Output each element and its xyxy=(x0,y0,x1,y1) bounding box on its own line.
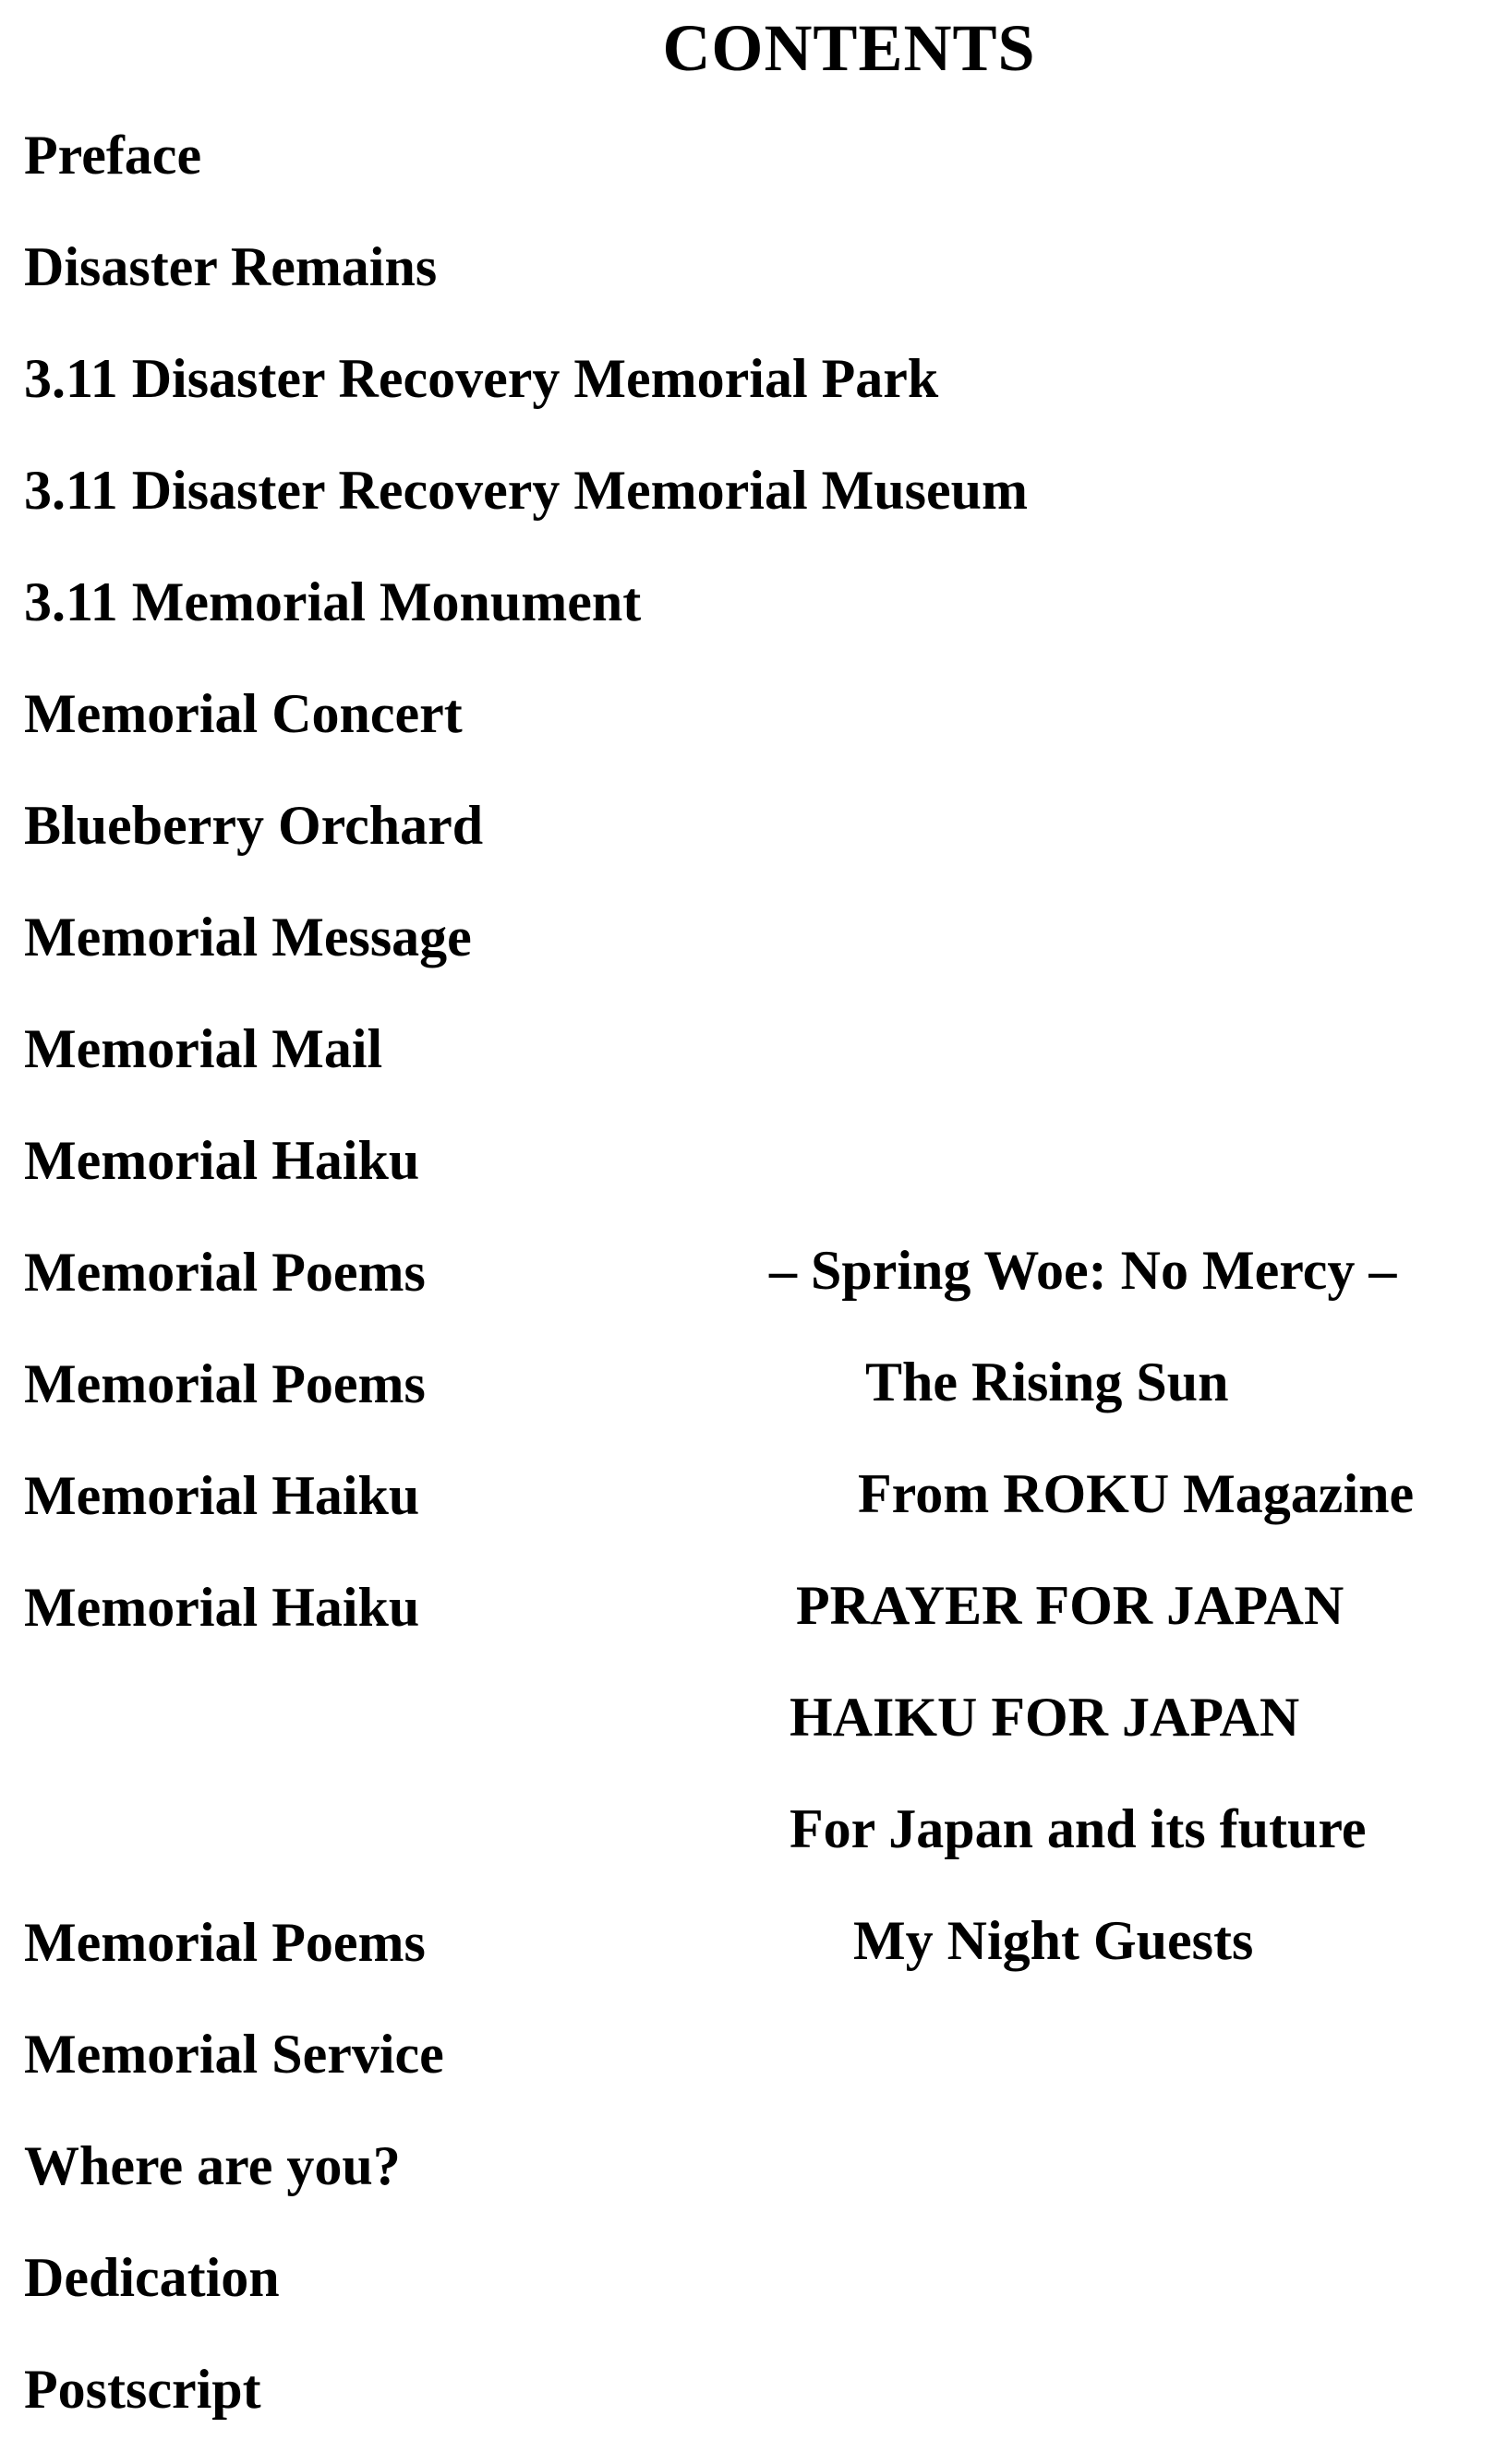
contents-entry-memorial-park: 3.11 Disaster Recovery Memorial Park xyxy=(24,348,939,409)
contents-entry-disaster-remains: Disaster Remains xyxy=(24,236,438,297)
subtitle-spring-woe: – Spring Woe: No Mercy – xyxy=(769,1240,1397,1301)
page-title: CONTENTS xyxy=(662,11,1036,85)
contents-entry-memorial-service: Memorial Service xyxy=(24,2024,444,2085)
contents-entry-memorial-museum: 3.11 Disaster Recovery Memorial Museum xyxy=(24,460,1028,521)
subtitle-night-guests: My Night Guests xyxy=(853,1910,1254,1971)
contents-entry-blueberry-orchard: Blueberry Orchard xyxy=(24,795,484,856)
contents-entry-memorial-haiku-1: Memorial Haiku xyxy=(24,1130,420,1191)
contents-list xyxy=(24,118,1028,2464)
subtitle-roku-magazine: From ROKU Magazine xyxy=(858,1463,1415,1524)
subtitle-rising-sun: The Rising Sun xyxy=(865,1352,1229,1412)
contents-entry-postscript: Postscript xyxy=(24,2359,261,2420)
contents-entry-where-are-you: Where are you? xyxy=(24,2135,401,2196)
contents-entry-memorial-poems-2: Memorial Poems xyxy=(24,1353,426,1414)
contents-entry-memorial-mail: Memorial Mail xyxy=(24,1018,383,1079)
contents-entry-memorial-monument: 3.11 Memorial Monument xyxy=(24,571,642,632)
contents-entry-memorial-poems-1: Memorial Poems xyxy=(24,1242,426,1303)
contents-entry-memorial-message: Memorial Message xyxy=(24,907,472,968)
contents-entry-preface: Preface xyxy=(24,125,202,186)
subtitle-haiku-for-japan: HAIKU FOR JAPAN xyxy=(790,1687,1300,1748)
contents-entry-memorial-poems-3: Memorial Poems xyxy=(24,1912,426,1973)
contents-entry-memorial-concert: Memorial Concert xyxy=(24,683,463,744)
contents-entry-dedication: Dedication xyxy=(24,2247,280,2308)
subtitle-prayer-for-japan: PRAYER FOR JAPAN xyxy=(796,1575,1344,1636)
contents-entry-memorial-haiku-3: Memorial Haiku xyxy=(24,1577,420,1638)
contents-gap xyxy=(24,1682,763,1905)
contents-entry-memorial-haiku-2: Memorial Haiku xyxy=(24,1465,420,1526)
subtitle-japan-future: For Japan and its future xyxy=(790,1798,1367,1859)
